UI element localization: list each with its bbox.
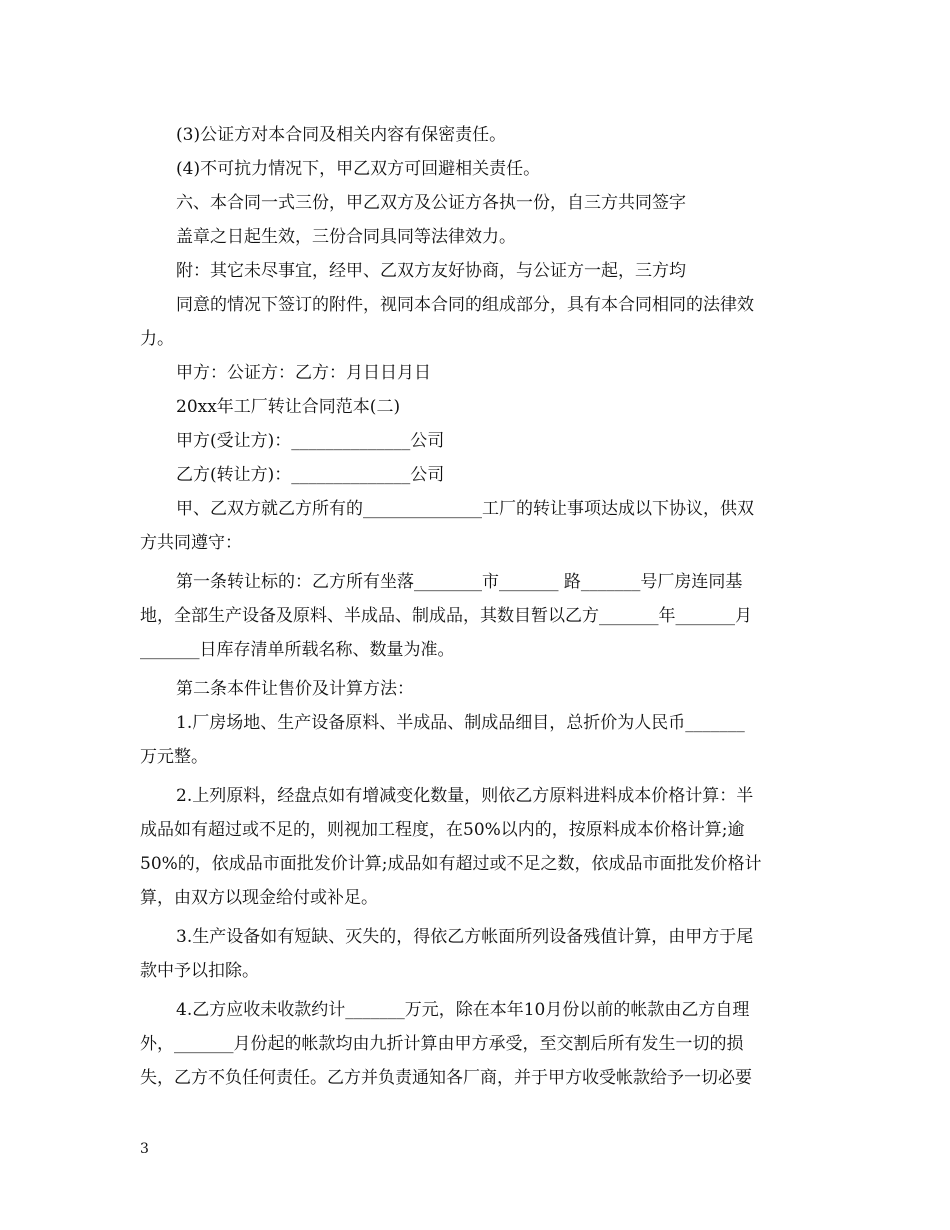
text-line: 方共同遵守：	[140, 533, 242, 553]
document-body	[140, 118, 812, 1095]
text-line: 50%的，依成品市面批发价计算;成品如有超过或不足之数，依成品市面批发价格计	[140, 854, 762, 874]
text-line: 同意的情况下签订的附件，视同本合同的组成部分，具有本合同相同的法律效	[176, 295, 754, 315]
text-line: 甲方(受让方)：______________公司	[176, 431, 445, 451]
text-line: 六、本合同一式三份，甲乙双方及公证方各执一份，自三方共同签字	[176, 193, 686, 213]
section-title: 20xx年工厂转让合同范本(二)	[176, 397, 401, 417]
text-line: 1.厂房场地、生产设备原料、半成品、制成品细目，总折价为人民币_______	[176, 713, 745, 733]
text-line: 3.生产设备如有短缺、灭失的，得依乙方帐面所列设备残值计算，由甲方于尾	[176, 927, 754, 947]
text-line: 地，全部生产设备及原料、半成品、制成品，其数目暂以乙方_______年_______月	[140, 606, 752, 626]
text-line: 力。	[140, 329, 174, 349]
text-line: 甲、乙双方就乙方所有的______________工厂的转让事项达成以下协议，供双	[176, 499, 754, 519]
text-line: 盖章之日起生效，三份合同具同等法律效力。	[176, 227, 516, 247]
text-line: 算，由双方以现金给付或补足。	[140, 888, 378, 908]
text-line: 甲方：公证方：乙方：月日日月日	[176, 363, 431, 383]
text-line: 万元整。	[140, 747, 208, 767]
text-line: _______日库存清单所载名称、数量为准。	[140, 640, 455, 660]
text-line: 成品如有超过或不足的，则视加工程度，在50%以内的，按原料成本价格计算;逾	[140, 820, 745, 840]
text-line: 失，乙方不负任何责任。乙方并负责通知各厂商，并于甲方收受帐款给予一切必要	[140, 1068, 752, 1088]
text-line: (3)公证方对本合同及相关内容有保密责任。	[176, 125, 507, 145]
text-line: 第一条转让标的：乙方所有坐落________市_______ 路_______号厂房连同基	[176, 572, 743, 592]
page-number: 3	[140, 1141, 149, 1157]
text-line: 外，_______月份起的帐款均由九折计算由甲方承受，至交割后所有发生一切的损	[140, 1034, 744, 1054]
text-line: 款中予以扣除。	[140, 961, 259, 981]
text-line: 第二条本件让售价及计算方法：	[176, 679, 414, 699]
text-line: 乙方(转让方)：______________公司	[176, 465, 445, 485]
text-line: (4)不可抗力情况下，甲乙双方可回避相关责任。	[176, 159, 541, 179]
text-line: 4.乙方应收未收款约计_______万元，除在本年10月份以前的帐款由乙方自理	[176, 1000, 750, 1020]
text-line: 附：其它未尽事宜，经甲、乙双方友好协商，与公证方一起，三方均	[176, 261, 686, 281]
text-line: 2.上列原料，经盘点如有增减变化数量，则依乙方原料进料成本价格计算：半	[176, 786, 754, 806]
